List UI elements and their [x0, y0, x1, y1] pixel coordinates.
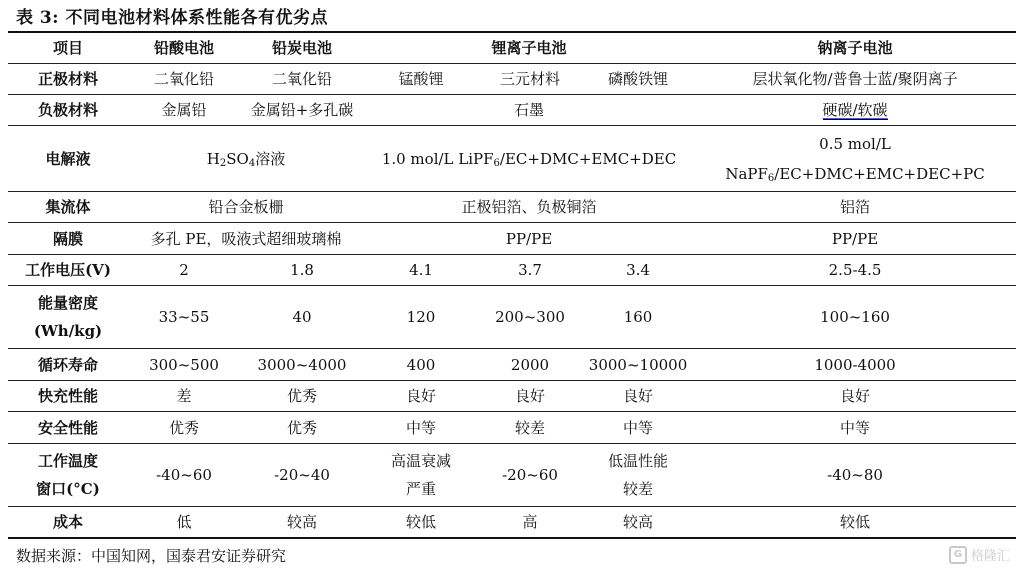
row-label: 能量密度 (Wh/kg) — [8, 286, 128, 349]
header-lithium-ion: 锂离子电池 — [364, 33, 694, 64]
cell-electrolyte-lead: $H_2SO_4$溶液 — [128, 126, 364, 192]
cell: 2.5-4.5 — [694, 255, 1016, 286]
cell: 较差 — [478, 412, 582, 444]
watermark-logo-icon: G — [949, 546, 967, 564]
cell: 2000 — [478, 349, 582, 381]
data-source-note: 数据来源：中国知网，国泰君安证券研究 — [16, 547, 287, 565]
cell: -40~60 — [128, 444, 240, 507]
row-label: 安全性能 — [8, 412, 128, 444]
header-lead-carbon: 铅炭电池 — [240, 33, 364, 64]
cell: 4.1 — [364, 255, 478, 286]
cell: 层状氧化物/普鲁士蓝/聚阴离子 — [694, 64, 1016, 95]
cell: -20~60 — [478, 444, 582, 507]
cell-electrolyte-sodium: 0.5 mol/L NaPF$_6$/EC+DMC+EMC+DEC+PC — [694, 126, 1016, 192]
cell: 1000-4000 — [694, 349, 1016, 381]
cell: 三元材料 — [478, 64, 582, 95]
header-lead-acid: 铅酸电池 — [128, 33, 240, 64]
cell: 多孔 PE，吸液式超细玻璃棉 — [128, 223, 364, 255]
cell: PP/PE — [364, 223, 694, 255]
row-label: 快充性能 — [8, 381, 128, 412]
cell: 差 — [128, 381, 240, 412]
cell: 石墨 — [364, 95, 694, 126]
watermark-text: 格隆汇 — [970, 549, 1010, 564]
cell: 正极铝箔、负极铜箔 — [364, 192, 694, 223]
cell: 200~300 — [478, 286, 582, 349]
cell: 磷酸铁锂 — [582, 64, 694, 95]
cell: 160 — [582, 286, 694, 349]
cell — [694, 95, 1016, 126]
header-item: 项目 — [8, 33, 128, 64]
cell: 铝箔 — [694, 192, 1016, 223]
cell: 33~55 — [128, 286, 240, 349]
cell: 二氧化铅 — [240, 64, 364, 95]
cell: 3.4 — [582, 255, 694, 286]
row-electrolyte — [8, 126, 1016, 192]
cell: 金属铅 — [128, 95, 240, 126]
cell: 较低 — [694, 507, 1016, 539]
cell: 金属铅+多孔碳 — [240, 95, 364, 126]
row-label: 成本 — [8, 507, 128, 539]
cell: 400 — [364, 349, 478, 381]
watermark — [949, 545, 1010, 564]
row-label: 正极材料 — [8, 64, 128, 95]
row-energy-density — [8, 286, 1016, 349]
row-label: 工作温度 窗口(°C) — [8, 444, 128, 507]
cell: 低 — [128, 507, 240, 539]
cell: -40~80 — [694, 444, 1016, 507]
cell: 1.8 — [240, 255, 364, 286]
row-cycle-life — [8, 349, 1016, 381]
cell: 良好 — [582, 381, 694, 412]
cell: 良好 — [478, 381, 582, 412]
row-label: 集流体 — [8, 192, 128, 223]
underlined-text: 硬碳/软碳 — [822, 101, 888, 119]
cell: 铅合金板栅 — [128, 192, 364, 223]
row-label: 隔膜 — [8, 223, 128, 255]
cell: 高温衰减 严重 — [364, 444, 478, 507]
cell: 良好 — [694, 381, 1016, 412]
row-anode — [8, 95, 1016, 126]
cell: 较高 — [240, 507, 364, 539]
cell: 优秀 — [240, 412, 364, 444]
cell: 优秀 — [128, 412, 240, 444]
cell: 3000~10000 — [582, 349, 694, 381]
cell: PP/PE — [694, 223, 1016, 255]
cell: 低温性能 较差 — [582, 444, 694, 507]
cell-electrolyte-lithium: 1.0 mol/L LiPF$_6$/EC+DMC+EMC+DEC — [364, 126, 694, 192]
cell: 良好 — [364, 381, 478, 412]
cell: -20~40 — [240, 444, 364, 507]
cell: 优秀 — [240, 381, 364, 412]
cell: 2 — [128, 255, 240, 286]
header-row — [8, 33, 1016, 64]
cell: 中等 — [694, 412, 1016, 444]
cell: 3000~4000 — [240, 349, 364, 381]
cell: 中等 — [582, 412, 694, 444]
row-collector — [8, 192, 1016, 223]
cell: 3.7 — [478, 255, 582, 286]
row-voltage — [8, 255, 1016, 286]
cell: 120 — [364, 286, 478, 349]
header-sodium-ion: 钠离子电池 — [694, 33, 1016, 64]
cell: 锰酸锂 — [364, 64, 478, 95]
row-cathode — [8, 64, 1016, 95]
row-separator — [8, 223, 1016, 255]
row-label: 负极材料 — [8, 95, 128, 126]
row-label: 循环寿命 — [8, 349, 128, 381]
row-label: 电解液 — [8, 126, 128, 192]
cell: 300~500 — [128, 349, 240, 381]
row-cost — [8, 507, 1016, 539]
battery-comparison-table — [8, 33, 1016, 539]
row-temperature — [8, 444, 1016, 507]
cell: 较高 — [582, 507, 694, 539]
table-title: 表 3: 不同电池材料体系性能各有优劣点 — [16, 8, 328, 28]
row-safety — [8, 412, 1016, 444]
cell: 中等 — [364, 412, 478, 444]
cell: 较低 — [364, 507, 478, 539]
cell: 40 — [240, 286, 364, 349]
cell: 100~160 — [694, 286, 1016, 349]
row-fast-charge — [8, 381, 1016, 412]
cell: 二氧化铅 — [128, 64, 240, 95]
row-label: 工作电压(V) — [8, 255, 128, 286]
cell: 高 — [478, 507, 582, 539]
